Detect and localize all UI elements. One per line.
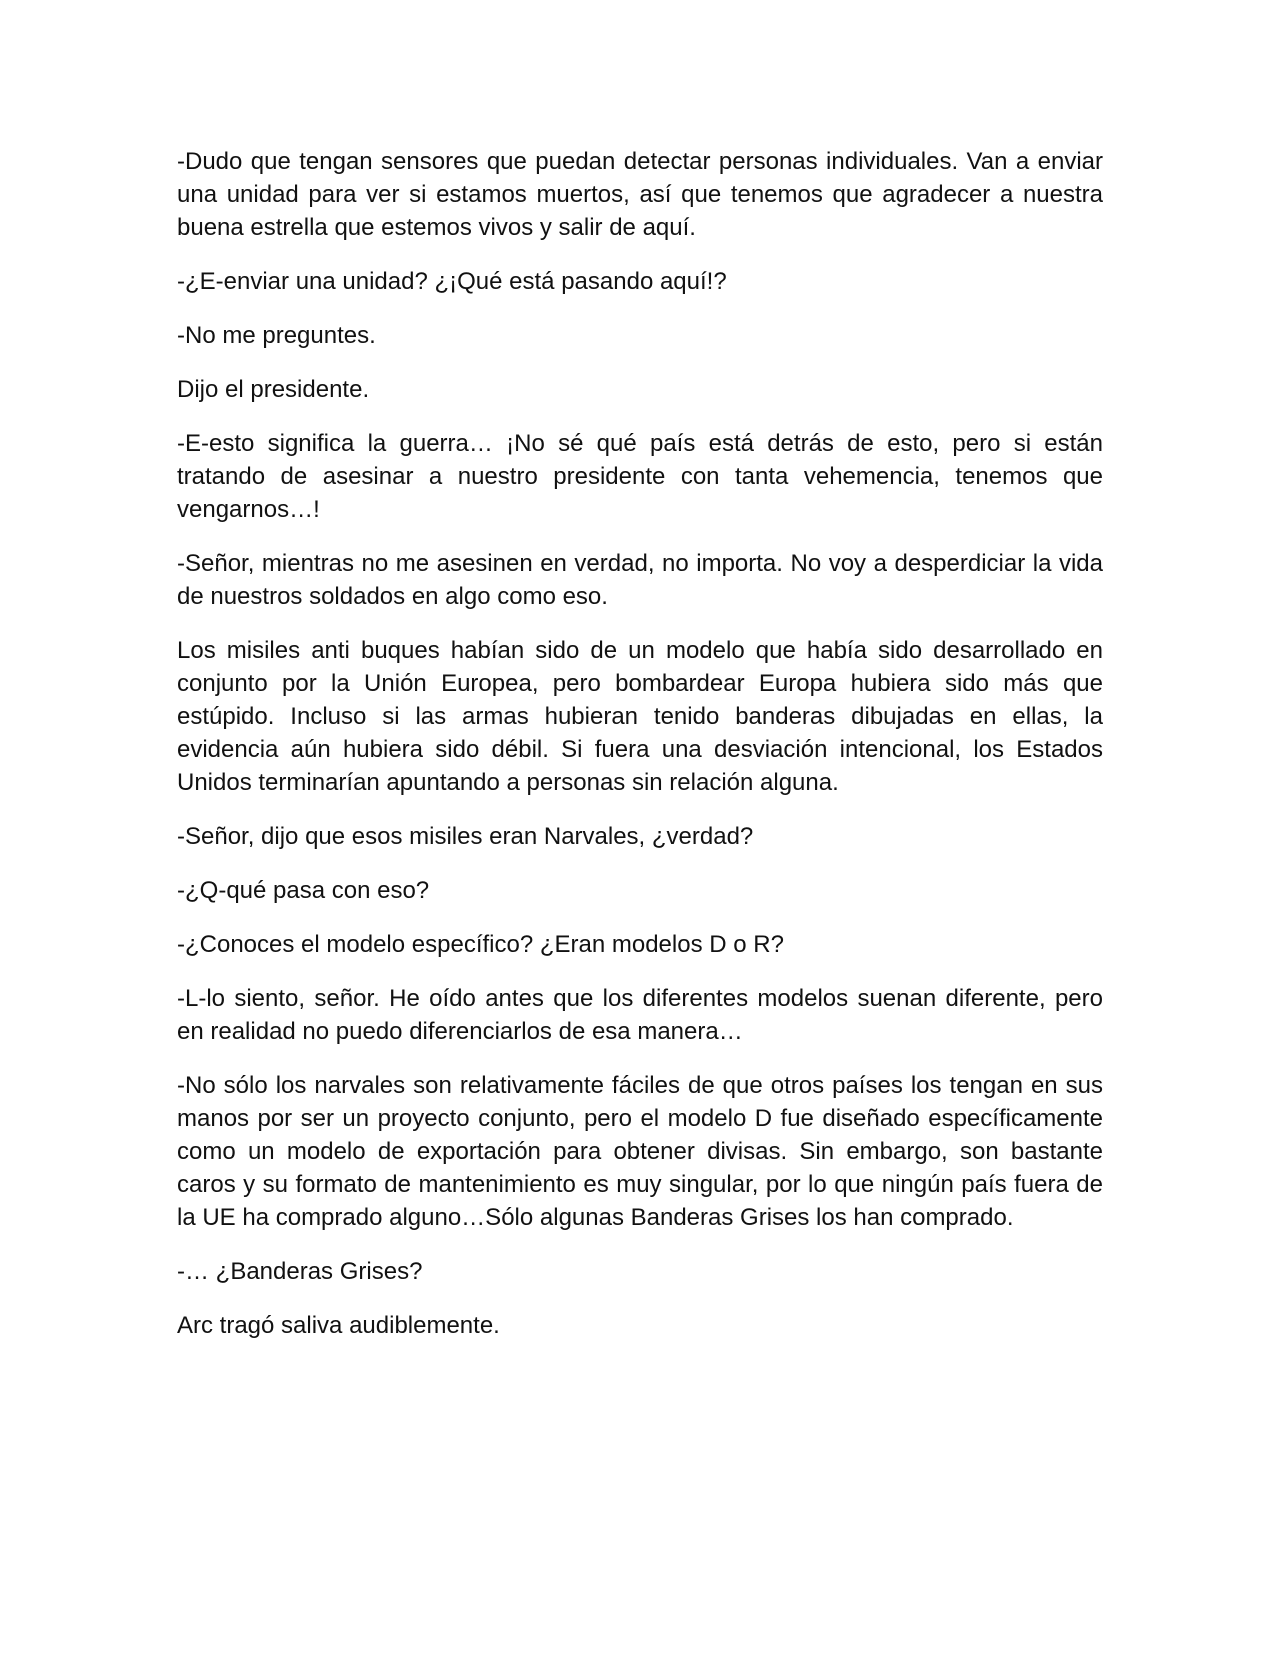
paragraph-10: -¿Conoces el modelo específico? ¿Eran modelos D o R? <box>177 931 784 958</box>
paragraph-13: -… ¿Banderas Grises? <box>177 1258 423 1285</box>
paragraph-14: Arc tragó saliva audiblemente. <box>177 1312 500 1339</box>
paragraph-1: -Dudo que tengan sensores que puedan detectar personas individuales. Van a enviar una unidad para ver si estamos muertos, así que tenemos que agradecer a nuestra buena estrella que estemos vivos y salir de aquí. <box>177 148 1103 241</box>
document-page <box>177 145 1103 1363</box>
paragraph-7: Los misiles anti buques habían sido de un modelo que había sido desarrollado en conjunto por la Unión Europea, pero bombardear Europa hubiera sido más que estúpido. Incluso si las armas hubieran tenido banderas dibujadas en ellas, la evidencia aún hubiera sido débil. Si fuera una desviación intencional, los Estados Unidos terminarían apuntando a personas sin relación alguna. <box>177 637 1103 796</box>
paragraph-5: -E-esto significa la guerra… ¡No sé qué país está detrás de esto, pero si están tratando de asesinar a nuestro presidente con tanta vehemencia, tenemos que vengarnos…! <box>177 430 1103 523</box>
paragraph-2: -¿E-enviar una unidad? ¿¡Qué está pasando aquí!? <box>177 268 727 295</box>
paragraph-11: -L-lo siento, señor. He oído antes que los diferentes modelos suenan diferente, pero en realidad no puedo diferenciarlos de esa manera… <box>177 985 1103 1045</box>
paragraph-8: -Señor, dijo que esos misiles eran Narvales, ¿verdad? <box>177 823 754 850</box>
paragraph-12: -No sólo los narvales son relativamente fáciles de que otros países los tengan en sus manos por ser un proyecto conjunto, pero el modelo D fue diseñado específicamente como un modelo de exportación para obtener divisas. Sin embargo, son bastante caros y su formato de mantenimiento es muy singular, por lo que ningún país fuera de la UE ha comprado alguno…Sólo algunas Banderas Grises los han comprado. <box>177 1072 1103 1231</box>
paragraph-4: Dijo el presidente. <box>177 376 370 403</box>
paragraph-6: -Señor, mientras no me asesinen en verdad, no importa. No voy a desperdiciar la vida de nuestros soldados en algo como eso. <box>177 550 1103 610</box>
paragraph-9: -¿Q-qué pasa con eso? <box>177 877 430 904</box>
paragraph-3: -No me preguntes. <box>177 322 376 349</box>
